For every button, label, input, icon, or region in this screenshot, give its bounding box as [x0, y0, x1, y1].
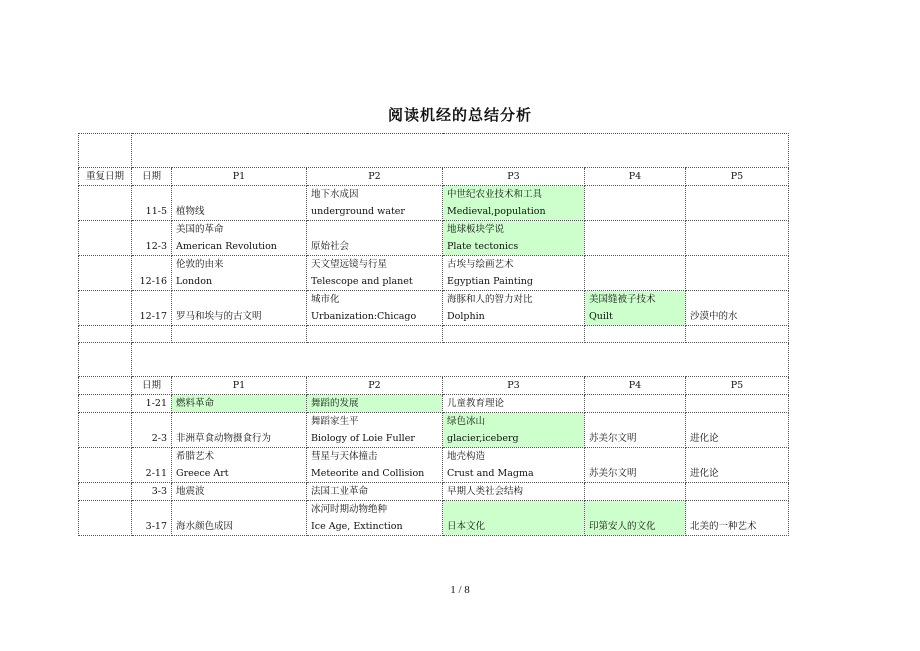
- header-cell: P5: [686, 377, 789, 395]
- p4-cell: [585, 483, 686, 501]
- date-cell: 12-3: [132, 221, 172, 256]
- empty-cell: [686, 326, 789, 343]
- table-row: [79, 291, 789, 326]
- reading-summary-table: [78, 133, 789, 536]
- table-row: [79, 501, 789, 536]
- repeat-date-cell: [79, 413, 132, 448]
- p4-cell: [585, 221, 686, 256]
- p1-cell: 美国的革命 American Revolution: [172, 221, 307, 256]
- p5-cell: 北美的一种艺术: [686, 501, 789, 536]
- empty-cell: [132, 343, 789, 377]
- p5-cell: 进化论: [686, 413, 789, 448]
- table1-header-row: [79, 168, 789, 186]
- date-cell: 3-17: [132, 501, 172, 536]
- p3-cell: 古埃与绘画艺术 Egyptian Painting: [443, 256, 585, 291]
- date-cell: 11-5: [132, 186, 172, 221]
- empty-cell: [79, 343, 132, 377]
- p4-cell: 苏美尔文明: [585, 448, 686, 483]
- empty-cell: [132, 326, 172, 343]
- repeat-date-cell: [79, 501, 132, 536]
- header-cell: P1: [172, 168, 307, 186]
- date-cell: 2-3: [132, 413, 172, 448]
- empty-cell: [79, 377, 132, 395]
- date-cell: 12-17: [132, 291, 172, 326]
- table-row: [79, 256, 789, 291]
- p2-cell: 天文望远镜与行星 Telescope and planet: [307, 256, 443, 291]
- table-row: [79, 221, 789, 256]
- p3-cell: 日本文化: [443, 501, 585, 536]
- table-row: [79, 395, 789, 413]
- repeat-date-cell: [79, 291, 132, 326]
- p3-cell: 地球板块学说 Plate tectonics: [443, 221, 585, 256]
- header-cell: P5: [686, 168, 789, 186]
- empty-cell: [172, 326, 307, 343]
- header-cell: P2: [307, 168, 443, 186]
- p4-cell: [585, 256, 686, 291]
- repeat-date-cell: [79, 186, 132, 221]
- p2-cell: 舞蹈的发展: [307, 395, 443, 413]
- p1-cell: 非洲草食动物摄食行为: [172, 413, 307, 448]
- page-title: 阅读机经的总结分析: [387, 106, 532, 124]
- section-1-spacer: [79, 134, 789, 168]
- table-row: [79, 448, 789, 483]
- p3-cell: 儿童教育理论: [443, 395, 585, 413]
- p5-cell: 沙漠中的水: [686, 291, 789, 326]
- p5-cell: [686, 395, 789, 413]
- p2-cell: 原始社会: [307, 221, 443, 256]
- p1-cell: 伦敦的由来 London: [172, 256, 307, 291]
- empty-cell: [307, 326, 443, 343]
- p5-cell: [686, 483, 789, 501]
- p3-cell: 海豚和人的智力对比 Dolphin: [443, 291, 585, 326]
- empty-cell: [585, 326, 686, 343]
- empty-cell: [443, 326, 585, 343]
- p4-cell: [585, 186, 686, 221]
- p1-cell: 希腊艺术 Greece Art: [172, 448, 307, 483]
- p1-cell: 罗马和埃与的古文明: [172, 291, 307, 326]
- repeat-date-cell: [79, 395, 132, 413]
- p2-cell: 城市化 Urbanization:Chicago: [307, 291, 443, 326]
- empty-cell: [79, 326, 132, 343]
- repeat-date-cell: [79, 448, 132, 483]
- date-cell: 3-3: [132, 483, 172, 501]
- date-cell: 1-21: [132, 395, 172, 413]
- p4-cell: 印第安人的文化: [585, 501, 686, 536]
- header-cell: P3: [443, 377, 585, 395]
- p5-cell: [686, 186, 789, 221]
- p4-cell: [585, 395, 686, 413]
- p2-cell: 地下水成因 underground water: [307, 186, 443, 221]
- p5-cell: [686, 221, 789, 256]
- table-row: [79, 413, 789, 448]
- header-cell: P4: [585, 377, 686, 395]
- p3-cell: 绿色冰山 glacier,iceberg: [443, 413, 585, 448]
- repeat-date-cell: [79, 483, 132, 501]
- p2-cell: 冰河时期动物绝种 Ice Age, Extinction: [307, 501, 443, 536]
- empty-cell: [132, 134, 789, 168]
- p3-cell: 早期人类社会结构: [443, 483, 585, 501]
- header-cell: 日期: [132, 377, 172, 395]
- p1-cell: 地震波: [172, 483, 307, 501]
- p1-cell: 植物线: [172, 186, 307, 221]
- repeat-date-cell: [79, 221, 132, 256]
- p2-cell: 法国工业革命: [307, 483, 443, 501]
- p2-cell: 舞蹈家生平 Biology of Loie Fuller: [307, 413, 443, 448]
- p4-cell: 苏美尔文明: [585, 413, 686, 448]
- p5-cell: [686, 256, 789, 291]
- p4-cell: 美国缝被子技术 Quilt: [585, 291, 686, 326]
- table-row: [79, 186, 789, 221]
- p1-cell: 海水颜色成因: [172, 501, 307, 536]
- table2-header-row: [79, 377, 789, 395]
- section-2-spacer: [79, 343, 789, 377]
- date-cell: 12-16: [132, 256, 172, 291]
- empty-cell: [79, 134, 132, 168]
- header-cell: P2: [307, 377, 443, 395]
- page-number: 1 / 8: [450, 584, 470, 596]
- p3-cell: 中世纪农业技术和工具 Medieval,population: [443, 186, 585, 221]
- date-cell: 2-11: [132, 448, 172, 483]
- p3-cell: 地壳构造 Crust and Magma: [443, 448, 585, 483]
- header-cell: 重复日期: [79, 168, 132, 186]
- p5-cell: 进化论: [686, 448, 789, 483]
- repeat-date-cell: [79, 256, 132, 291]
- header-cell: P3: [443, 168, 585, 186]
- table-row: [79, 483, 789, 501]
- p1-cell: 燃料革命: [172, 395, 307, 413]
- header-cell: 日期: [132, 168, 172, 186]
- empty-row: [79, 326, 789, 343]
- header-cell: P1: [172, 377, 307, 395]
- p2-cell: 彗星与天体撞击 Meteorite and Collision: [307, 448, 443, 483]
- header-cell: P4: [585, 168, 686, 186]
